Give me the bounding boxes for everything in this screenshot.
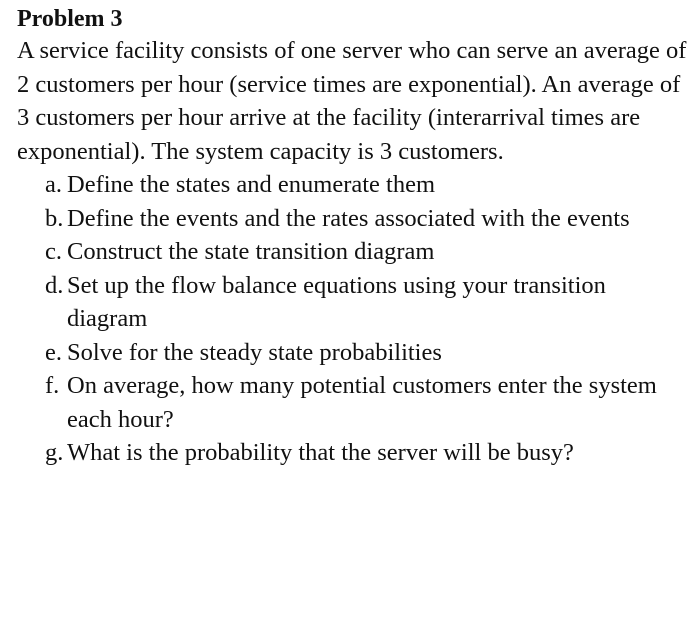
question-text: Define the states and enumerate them	[67, 171, 436, 198]
problem-statement: A service facility consists of one server who can serve an average of 2 customers per hour (service times are exponential). An average of 3 customers per hour arrive at the facility (interarrival times are exponential). The system capacity is 3 customers.	[17, 37, 687, 165]
question-text: Set up the flow balance equations using your transition diagram	[67, 271, 606, 332]
question-text: Define the events and the rates associated with the events	[67, 204, 630, 232]
question-item-c	[17, 235, 687, 269]
question-label: a.	[45, 171, 62, 198]
question-text: Solve for the steady state probabilities	[67, 338, 442, 366]
question-item-a	[17, 168, 687, 202]
question-item-d	[17, 269, 687, 336]
question-item-b	[17, 202, 687, 236]
question-text: On average, how many potential customers enter the system each hour?	[67, 372, 657, 433]
question-label: e.	[45, 338, 62, 366]
problem-document	[17, 4, 687, 470]
question-label: g.	[45, 439, 64, 466]
question-item-g	[17, 436, 687, 470]
problem-title: Problem 3	[17, 6, 123, 32]
question-label: b.	[45, 204, 64, 232]
question-item-e	[17, 336, 687, 370]
question-label: c.	[45, 238, 62, 265]
question-text: What is the probability that the server will be busy?	[67, 439, 574, 466]
question-item-f	[17, 369, 687, 436]
question-text: Construct the state transition diagram	[67, 238, 435, 265]
question-label: f.	[45, 372, 60, 399]
question-list	[17, 168, 687, 470]
question-label: d.	[45, 271, 64, 299]
